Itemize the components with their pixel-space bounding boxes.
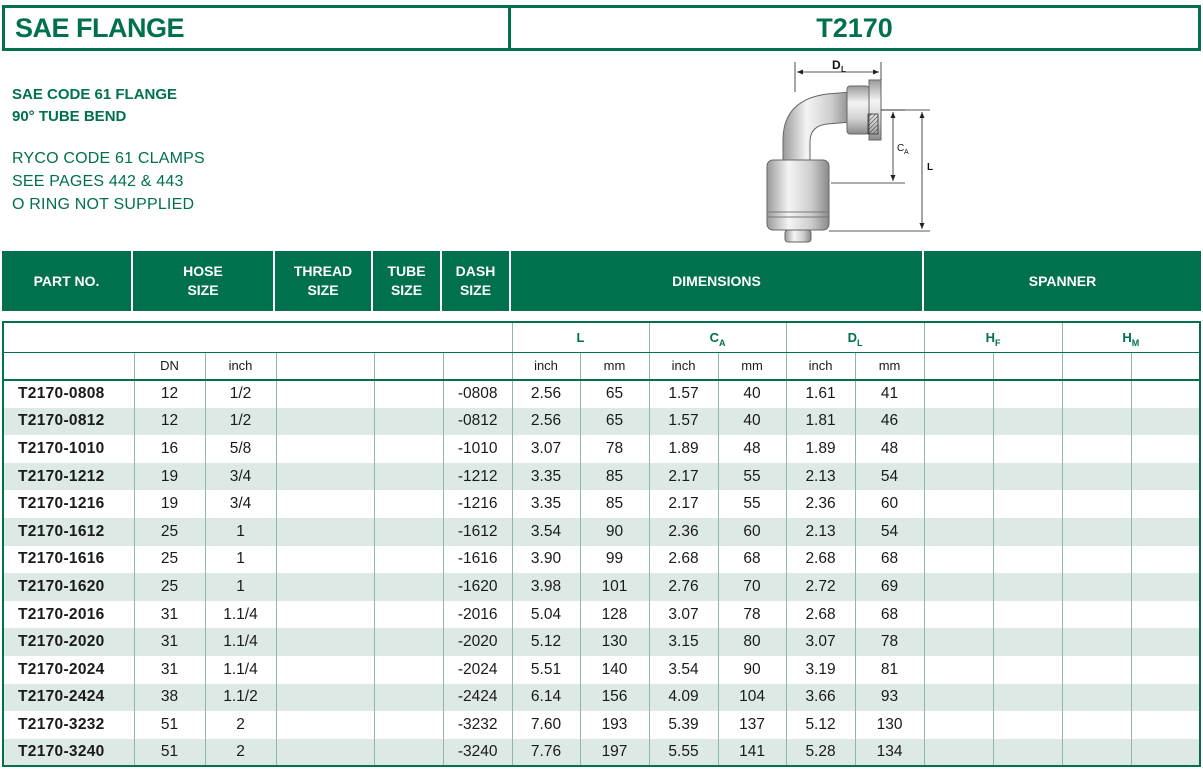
elbow-tube (783, 92, 851, 162)
cell-l-mm: 99 (580, 546, 649, 574)
cell-part: T2170-1212 (3, 463, 134, 491)
table-row (3, 656, 1200, 684)
cell-ca-mm: 80 (718, 628, 786, 656)
cell-dl-mm: 130 (855, 711, 924, 739)
cell-empty (924, 380, 993, 408)
cell-inch: 1.1/4 (205, 601, 276, 629)
cell-dn: 19 (134, 463, 205, 491)
cell-part: T2170-1616 (3, 546, 134, 574)
cell-empty (993, 711, 1062, 739)
cell-empty (1062, 380, 1131, 408)
cell-part: T2170-0812 (3, 408, 134, 436)
cell-empty (276, 628, 374, 656)
cell-l-in: 7.60 (512, 711, 580, 739)
hose-socket (767, 160, 829, 230)
cell-ca-in: 1.57 (649, 380, 718, 408)
table-row (3, 601, 1200, 629)
cell-dl-in: 1.81 (786, 408, 855, 436)
cell-inch: 1/2 (205, 380, 276, 408)
cell-empty (1131, 490, 1200, 518)
cell-dl-in: 2.68 (786, 601, 855, 629)
cell-l-mm: 197 (580, 739, 649, 767)
table-body (3, 380, 1200, 766)
cell-ca-in: 3.15 (649, 628, 718, 656)
cell-dl-in: 3.19 (786, 656, 855, 684)
cell-empty (276, 435, 374, 463)
thread-size-label-2: SIZE (307, 282, 339, 298)
cell-empty (276, 408, 374, 436)
cell-inch: 1 (205, 573, 276, 601)
fitting-diagram (755, 52, 955, 247)
cell-dl-in: 1.61 (786, 380, 855, 408)
cell-empty (993, 435, 1062, 463)
cell-l-in: 5.04 (512, 601, 580, 629)
cell-empty (924, 518, 993, 546)
cell-empty (1131, 380, 1200, 408)
cell-empty (374, 628, 443, 656)
cell-empty (1131, 463, 1200, 491)
cell-empty (1131, 518, 1200, 546)
cell-empty (276, 518, 374, 546)
cell-empty (924, 573, 993, 601)
intro-line-2: 90° TUBE BEND (12, 108, 127, 125)
page-title: SAE FLANGE (5, 8, 511, 48)
table-row (3, 408, 1200, 436)
cell-inch: 1.1/4 (205, 656, 276, 684)
unit-ca-inch: inch (649, 352, 718, 380)
o-ring-groove (868, 114, 878, 134)
cell-l-mm: 85 (580, 490, 649, 518)
group-l: L (512, 322, 649, 352)
cell-ca-in: 2.17 (649, 463, 718, 491)
cell-empty (1062, 518, 1131, 546)
cell-empty (993, 490, 1062, 518)
cell-empty (924, 739, 993, 767)
cell-empty (1131, 601, 1200, 629)
cell-ca-in: 2.36 (649, 518, 718, 546)
hose-size-label-1: HOSE (183, 263, 223, 279)
cell-inch: 2 (205, 711, 276, 739)
ca-sub-label: A (904, 149, 909, 156)
cell-dl-mm: 68 (855, 546, 924, 574)
cell-dn: 19 (134, 490, 205, 518)
cell-ca-mm: 40 (718, 380, 786, 408)
cell-empty (374, 518, 443, 546)
cell-ca-in: 2.76 (649, 573, 718, 601)
cell-empty (374, 573, 443, 601)
cell-empty (374, 380, 443, 408)
cell-dn: 12 (134, 408, 205, 436)
cell-empty (993, 628, 1062, 656)
table-row (3, 463, 1200, 491)
col-tube-size (373, 251, 442, 311)
cell-dl-in: 2.36 (786, 490, 855, 518)
cell-dash: -1010 (443, 435, 512, 463)
unit-dl-mm: mm (855, 352, 924, 380)
ca-label: C (897, 143, 905, 154)
cell-l-in: 5.12 (512, 628, 580, 656)
cell-empty (993, 739, 1062, 767)
table-row (3, 573, 1200, 601)
cell-empty (276, 684, 374, 712)
cell-l-in: 3.35 (512, 490, 580, 518)
cell-l-mm: 85 (580, 463, 649, 491)
cell-empty (374, 408, 443, 436)
cell-empty (993, 684, 1062, 712)
cell-empty (924, 601, 993, 629)
intro-note-2: SEE PAGES 442 & 443 (12, 173, 184, 190)
cell-empty (924, 711, 993, 739)
cell-l-in: 3.35 (512, 463, 580, 491)
cell-empty (993, 573, 1062, 601)
cell-empty (1131, 739, 1200, 767)
intro-note-3: O RING NOT SUPPLIED (12, 196, 195, 213)
cell-empty (924, 546, 993, 574)
cell-l-mm: 156 (580, 684, 649, 712)
cell-empty (276, 739, 374, 767)
cell-inch: 1.1/4 (205, 628, 276, 656)
cell-dn: 12 (134, 380, 205, 408)
unit-header-row (3, 352, 1200, 380)
cell-inch: 1/2 (205, 408, 276, 436)
cell-empty (1062, 408, 1131, 436)
cell-ca-in: 3.07 (649, 601, 718, 629)
cell-empty (276, 601, 374, 629)
dash-size-label-2: SIZE (459, 282, 492, 298)
cell-ca-mm: 55 (718, 463, 786, 491)
cell-dl-in: 1.89 (786, 435, 855, 463)
cell-l-in: 5.51 (512, 656, 580, 684)
cell-empty (993, 518, 1062, 546)
cell-dash: -1620 (443, 573, 512, 601)
thread-size-label-1: THREAD (293, 263, 353, 279)
cell-ca-mm: 90 (718, 656, 786, 684)
group-hf: $H_F$ (924, 322, 1062, 352)
cell-empty (1062, 656, 1131, 684)
cell-dash: -1216 (443, 490, 512, 518)
cell-dl-in: 2.13 (786, 463, 855, 491)
unit-l-inch: inch (512, 352, 580, 380)
product-code: T2170 (816, 12, 893, 43)
cell-empty (1062, 739, 1131, 767)
table-row (3, 380, 1200, 408)
cell-empty (924, 463, 993, 491)
cell-empty (993, 463, 1062, 491)
cell-inch: 1.1/2 (205, 684, 276, 712)
cell-empty (1131, 573, 1200, 601)
cell-ca-mm: 60 (718, 518, 786, 546)
intro-line-1: SAE CODE 61 FLANGE (12, 86, 178, 103)
cell-dl-in: 3.66 (786, 684, 855, 712)
cell-dash: -2024 (443, 656, 512, 684)
cell-l-in: 2.56 (512, 380, 580, 408)
cell-empty (1062, 711, 1131, 739)
cell-l-mm: 101 (580, 573, 649, 601)
cell-inch: 3/4 (205, 463, 276, 491)
cell-empty (1062, 628, 1131, 656)
cell-empty (924, 435, 993, 463)
cell-empty (1131, 408, 1200, 436)
cell-dash: -3232 (443, 711, 512, 739)
cell-part: T2170-0808 (3, 380, 134, 408)
cell-l-in: 7.76 (512, 739, 580, 767)
cell-part: T2170-2024 (3, 656, 134, 684)
cell-empty (1131, 711, 1200, 739)
cell-empty (276, 573, 374, 601)
cell-ca-in: 4.09 (649, 684, 718, 712)
col-hose-size (133, 251, 275, 311)
cell-empty (924, 656, 993, 684)
cell-empty (276, 711, 374, 739)
cell-part: T2170-3240 (3, 739, 134, 767)
cell-dl-in: 5.28 (786, 739, 855, 767)
cell-inch: 3/4 (205, 490, 276, 518)
group-hm: $H_M$ (1062, 322, 1200, 352)
cell-empty (993, 546, 1062, 574)
cell-dl-mm: 41 (855, 380, 924, 408)
cell-ca-mm: 78 (718, 601, 786, 629)
cell-dn: 51 (134, 711, 205, 739)
cell-dl-mm: 78 (855, 628, 924, 656)
table-row (3, 490, 1200, 518)
col-dimensions: DIMENSIONS (511, 251, 924, 311)
cell-dl-mm: 93 (855, 684, 924, 712)
cell-ca-mm: 137 (718, 711, 786, 739)
cell-l-mm: 140 (580, 656, 649, 684)
cell-empty (993, 380, 1062, 408)
cell-dl-in: 2.72 (786, 573, 855, 601)
col-part-no: PART NO. (2, 251, 133, 311)
cell-empty (1062, 546, 1131, 574)
cell-dl-in: 2.13 (786, 518, 855, 546)
cell-empty (924, 408, 993, 436)
unit-dl-inch: inch (786, 352, 855, 380)
cell-ca-mm: 48 (718, 435, 786, 463)
dash-size-label-1: DASH (455, 263, 496, 279)
cell-empty (924, 684, 993, 712)
cell-dl-in: 3.07 (786, 628, 855, 656)
cell-empty (374, 656, 443, 684)
table-row (3, 546, 1200, 574)
cell-dn: 25 (134, 518, 205, 546)
cell-inch: 1 (205, 518, 276, 546)
cell-empty (374, 490, 443, 518)
group-header-row (3, 322, 1200, 352)
cell-empty (276, 546, 374, 574)
cell-l-mm: 193 (580, 711, 649, 739)
tube-size-label-2: SIZE (390, 282, 423, 298)
cell-empty (276, 656, 374, 684)
cell-dash: -0808 (443, 380, 512, 408)
cell-part: T2170-1010 (3, 435, 134, 463)
cell-empty (374, 739, 443, 767)
cell-dash: -1616 (443, 546, 512, 574)
cell-l-mm: 78 (580, 435, 649, 463)
cell-empty (374, 684, 443, 712)
cell-ca-mm: 70 (718, 573, 786, 601)
cell-part: T2170-2016 (3, 601, 134, 629)
cell-empty (374, 711, 443, 739)
table-header-band (2, 251, 1201, 311)
cell-ca-in: 1.57 (649, 408, 718, 436)
cell-ca-mm: 40 (718, 408, 786, 436)
unit-dn: DN (134, 352, 205, 380)
cell-part: T2170-2424 (3, 684, 134, 712)
cell-part: T2170-1216 (3, 490, 134, 518)
cell-l-in: 3.54 (512, 518, 580, 546)
flange-head (847, 86, 869, 134)
cell-empty (374, 601, 443, 629)
cell-empty (1062, 684, 1131, 712)
unit-hose-inch: inch (205, 352, 276, 380)
cell-empty (993, 601, 1062, 629)
cell-empty (1131, 435, 1200, 463)
table-row (3, 684, 1200, 712)
cell-inch: 2 (205, 739, 276, 767)
cell-part: T2170-1620 (3, 573, 134, 601)
group-ca: $C_A$ (649, 322, 786, 352)
cell-dl-mm: 68 (855, 601, 924, 629)
cell-dl-mm: 69 (855, 573, 924, 601)
cell-dash: -1612 (443, 518, 512, 546)
cell-l-in: 3.98 (512, 573, 580, 601)
cell-dn: 31 (134, 601, 205, 629)
cell-empty (924, 628, 993, 656)
cell-dash: -0812 (443, 408, 512, 436)
cell-ca-mm: 141 (718, 739, 786, 767)
cell-l-mm: 90 (580, 518, 649, 546)
cell-ca-in: 3.54 (649, 656, 718, 684)
cell-ca-in: 1.89 (649, 435, 718, 463)
cell-dash: -2424 (443, 684, 512, 712)
cell-ca-in: 5.55 (649, 739, 718, 767)
cell-ca-mm: 104 (718, 684, 786, 712)
cell-dl-mm: 54 (855, 463, 924, 491)
dl-sub-label: L (841, 65, 846, 74)
intro-note-1: RYCO CODE 61 CLAMPS (12, 150, 205, 167)
cell-dn: 31 (134, 656, 205, 684)
cell-dash: -2016 (443, 601, 512, 629)
cell-empty (1062, 601, 1131, 629)
unit-ca-mm: mm (718, 352, 786, 380)
cell-dn: 25 (134, 546, 205, 574)
cell-ca-in: 5.39 (649, 711, 718, 739)
cell-dl-in: 5.12 (786, 711, 855, 739)
cell-l-in: 2.56 (512, 408, 580, 436)
cell-empty (276, 380, 374, 408)
cell-l-mm: 65 (580, 380, 649, 408)
cell-empty (1131, 684, 1200, 712)
cell-empty (276, 463, 374, 491)
cell-dn: 16 (134, 435, 205, 463)
cell-inch: 5/8 (205, 435, 276, 463)
intro-notes (12, 147, 205, 216)
cell-empty (993, 408, 1062, 436)
cell-dash: -1212 (443, 463, 512, 491)
cell-ca-mm: 55 (718, 490, 786, 518)
cell-dn: 25 (134, 573, 205, 601)
cell-dn: 38 (134, 684, 205, 712)
cell-dl-mm: 46 (855, 408, 924, 436)
cell-l-mm: 128 (580, 601, 649, 629)
cell-empty (924, 490, 993, 518)
dl-label: D (832, 58, 841, 72)
cell-dash: -3240 (443, 739, 512, 767)
socket-tail (785, 230, 811, 242)
col-dash-size (442, 251, 511, 311)
cell-dl-mm: 81 (855, 656, 924, 684)
cell-dl-in: 2.68 (786, 546, 855, 574)
cell-ca-in: 2.68 (649, 546, 718, 574)
col-thread-size (275, 251, 373, 311)
cell-part: T2170-3232 (3, 711, 134, 739)
cell-empty (374, 463, 443, 491)
cell-l-mm: 65 (580, 408, 649, 436)
cell-empty (1131, 628, 1200, 656)
cell-dl-mm: 54 (855, 518, 924, 546)
tube-size-label-1: TUBE (387, 263, 426, 279)
table-row (3, 711, 1200, 739)
title-bar (2, 5, 1201, 51)
cell-part: T2170-2020 (3, 628, 134, 656)
cell-empty (1062, 463, 1131, 491)
cell-empty (374, 435, 443, 463)
table-row (3, 435, 1200, 463)
table-row (3, 628, 1200, 656)
hose-size-label-2: SIZE (187, 282, 219, 298)
col-spanner: SPANNER (1028, 272, 1097, 289)
parts-table (2, 321, 1201, 767)
cell-empty (374, 546, 443, 574)
cell-empty (1062, 573, 1131, 601)
cell-dash: -2020 (443, 628, 512, 656)
cell-l-in: 6.14 (512, 684, 580, 712)
cell-dl-mm: 134 (855, 739, 924, 767)
cell-l-mm: 130 (580, 628, 649, 656)
table-row (3, 739, 1200, 767)
cell-ca-in: 2.17 (649, 490, 718, 518)
cell-dn: 31 (134, 628, 205, 656)
cell-empty (993, 656, 1062, 684)
cell-dn: 51 (134, 739, 205, 767)
cell-empty (1131, 656, 1200, 684)
table-row (3, 518, 1200, 546)
cell-empty (276, 490, 374, 518)
cell-l-in: 3.07 (512, 435, 580, 463)
cell-l-in: 3.90 (512, 546, 580, 574)
intro-text (12, 84, 205, 216)
unit-l-mm: mm (580, 352, 649, 380)
cell-part: T2170-1612 (3, 518, 134, 546)
cell-empty (1062, 435, 1131, 463)
l-label: L (927, 162, 934, 173)
cell-dl-mm: 60 (855, 490, 924, 518)
cell-empty (1062, 490, 1131, 518)
group-dl: $D_L$ (786, 322, 924, 352)
cell-dl-mm: 48 (855, 435, 924, 463)
cell-inch: 1 (205, 546, 276, 574)
cell-empty (1131, 546, 1200, 574)
cell-ca-mm: 68 (718, 546, 786, 574)
